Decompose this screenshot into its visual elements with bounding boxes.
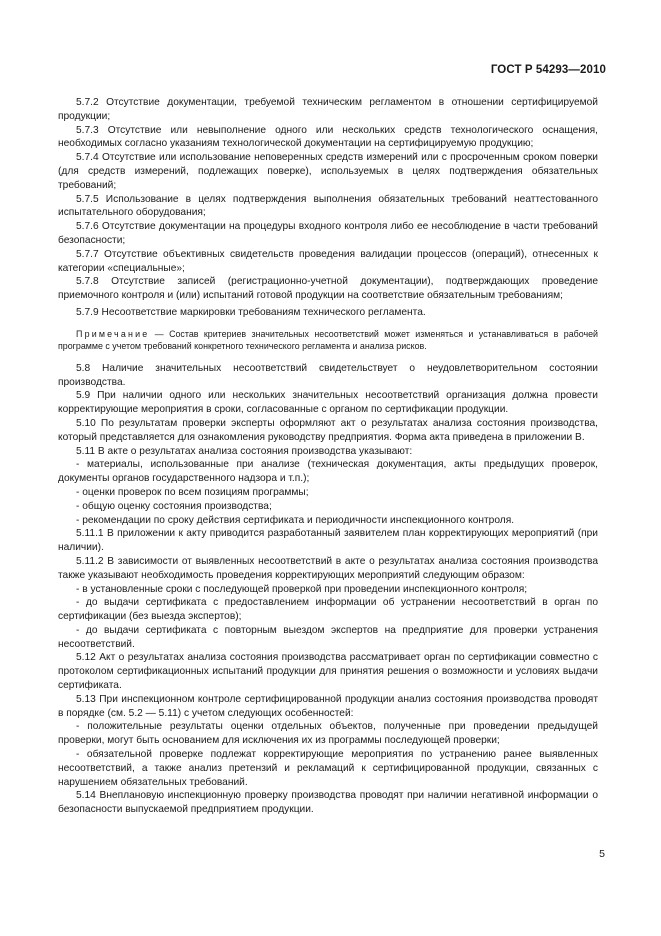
list-item: - в установленные сроки с последующей проверкой при проведении инспекционного контроля; (76, 583, 528, 595)
clause-5-14: 5.14 Внеплановую инспекционную проверку производства проводят при наличии негативной информации о безопасности выпускаемой предприятием продукции. (58, 790, 598, 816)
clause-5-11-1: 5.11.1 В приложении к акту приводится разработанный заявителем план корректирующих мероприятий (при наличии). (58, 528, 598, 554)
list-item: - материалы, использованные при анализе (техническая документация, акты предыдущих проверок, документы органов государственного надзора и т.п.); (58, 459, 598, 485)
list-item: - до выдачи сертификата с предоставлением информации об устранении несоответствий в орган по сертификации (без выезда экспертов); (58, 597, 598, 623)
clause-5-8: 5.8 Наличие значительных несоответствий свидетельствует о неудовлетворительном состоянии производства. (58, 362, 598, 388)
list-item: - до выдачи сертификата с повторным выездом экспертов на предприятие для проверки устранения несоответствий. (58, 624, 598, 650)
clause-5-10: 5.10 По результатам проверки эксперты оформляют акт о результатах анализа состояния производства, который представляется для ознакомления руководству предприятия. Форма акта приведена в приложении В. (58, 417, 598, 443)
clause-5-7-5: 5.7.5 Использование в целях подтверждения выполнения обязательных требований неаттестованного испытательного оборудования; (58, 193, 598, 219)
clause-5-7-9: 5.7.9 Несоответствие маркировки требованиям технического регламента. (76, 306, 426, 318)
list-item: - положительные результаты оценки отдельных объектов, полученные при проведении предыдущей проверки, могут быть основанием для исключения их из программы последующей проверки; (58, 721, 598, 747)
document-body (58, 96, 598, 817)
list-item: - рекомендации по сроку действия сертификата и периодичности инспекционного контроля. (76, 514, 515, 526)
note-label: Примечание (76, 328, 150, 339)
list-item: - оценки проверок по всем позициям программы; (76, 486, 309, 498)
list-item: - общую оценку состояния производства; (76, 500, 272, 512)
clause-5-7-6: 5.7.6 Отсутствие документации на процедуры входного контроля либо ее несоблюдение в части требований безопасности; (58, 221, 598, 246)
page-number: 5 (599, 848, 605, 860)
clause-5-7-4: 5.7.4 Отсутствие или использование неповеренных средств измерений или с просроченным сроком поверки (для средств измерений, подлежащих поверке), используемых в целях подтверждения обязательных требований; (58, 152, 598, 191)
note (58, 328, 598, 352)
note-text: — Состав критериев значительных несоответствий может изменяться и устанавливаться в рабочей программе с учетом требований конкретного технического регламента и анализа рисков. (58, 328, 598, 351)
clause-5-11-2: 5.11.2 В зависимости от выявленных несоответствий в акте о результатах анализа состояния производства также указывают необходимость проведения корректирующих мероприятий следующим образом: (58, 555, 598, 581)
list-item: - обязательной проверке подлежат корректирующие мероприятия по устранению ранее выявленных несоответствий, а также анализ претензий и рекламаций к сертифицированной продукции, связанных с нарушением обязательных требований. (58, 749, 598, 788)
clause-5-12: 5.12 Акт о результатах анализа состояния производства рассматривает орган по сертификации совместно с протоколом сертификационных испытаний продукции для принятия решения о возможности и условиях выдачи сертификата. (58, 652, 598, 692)
document-header: ГОСТ Р 54293—2010 (490, 64, 606, 76)
clause-5-7-3: 5.7.3 Отсутствие или невыполнение одного или нескольких средств технологического оснащения, необходимых согласно указаниям технологической документации на сертифицируемую продукцию; (58, 124, 598, 150)
clause-5-13: 5.13 При инспекционном контроле сертифицированной продукции анализ состояния производства проводят в порядке (см. 5.2 — 5.11) с учетом следующих особенностей: (58, 693, 598, 719)
clause-5-11: 5.11 В акте о результатах анализа состояния производства указывают: (76, 445, 413, 457)
clause-5-7-2: 5.7.2 Отсутствие документации, требуемой техническим регламентом в отношении сертифицируемой продукции; (58, 97, 598, 122)
clause-5-7-7: 5.7.7 Отсутствие объективных свидетельств проведения валидации процессов (операций), отнесенных к категории «специальные»; (58, 248, 598, 274)
clause-5-9: 5.9 При наличии одного или нескольких значительных несоответствий организация должна провести корректирующие мероприятия в сроки, согласованные с органом по сертификации продукции. (58, 390, 598, 416)
clause-5-7-8: 5.7.8 Отсутствие записей (регистрационно-учетной документации), подтверждающих проведение приемочного контроля и (или) испытаний готовой продукции на соответствие обязательным требованиям; (58, 276, 598, 302)
